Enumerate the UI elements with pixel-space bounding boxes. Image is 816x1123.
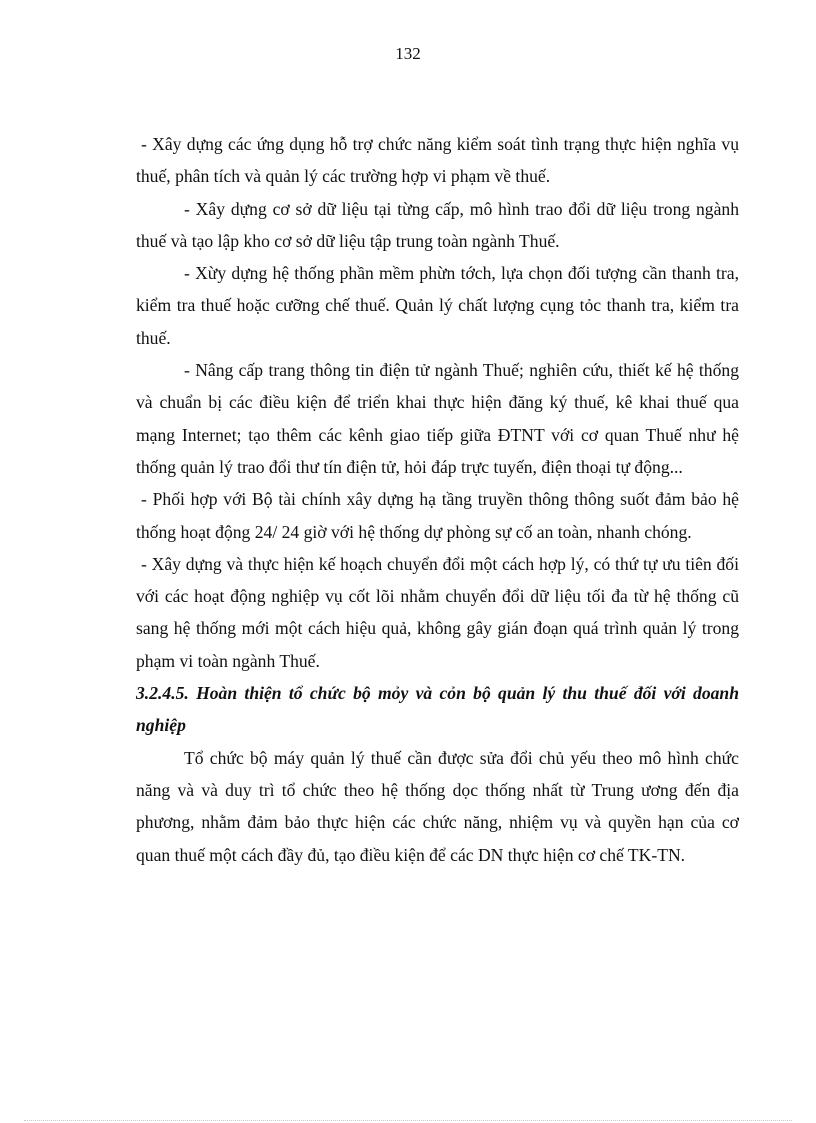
paragraph-organization: Tổ chức bộ máy quản lý thuế cần được sửa đổi chủ yếu theo mô hình chức năng và và duy trì tổ chức theo hệ thống dọc thống nhất từ Trung ương đến địa phương, nhằm đảm bảo thực hiện các chức năng, nhiệm vụ và quyền hạn của cơ quan thuế một cách đầy đủ, tạo điều kiện để các DN thực hiện cơ chế TK-TN. bbox=[136, 747, 739, 865]
section-heading: 3.2.4.5. Hoàn thiện tổ chức bộ mỏy và cỏn bộ quản lý thu thuế đối với doanh nghiệp bbox=[136, 683, 739, 736]
paragraph-database: - Xây dựng cơ sở dữ liệu tại từng cấp, mô hình trao đổi dữ liệu trong ngành thuế và tạo lập kho cơ sở dữ liệu tập trung toàn ngành Thuế. bbox=[136, 198, 739, 251]
paragraph-conversion-plan: - Xây dựng và thực hiện kế hoạch chuyển đổi một cách hợp lý, có thứ tự ưu tiên đối với các hoạt động nghiệp vụ cốt lõi nhằm chuyển đổi dữ liệu tối đa từ hệ thống cũ sang hệ thống mới một cách hiệu quả, không gây gián đoạn quá trình quản lý trong phạm vi toàn ngành Thuế. bbox=[136, 553, 739, 671]
page-number: 132 bbox=[395, 44, 421, 63]
paragraph-analysis-software: - Xừy dựng hệ thống phần mềm phừn tớch, lựa chọn đối tượng cần thanh tra, kiểm tra thuế hoặc cưỡng chế thuế. Quản lý chất lượng cụng tỏc thanh tra, kiểm tra thuế. bbox=[136, 263, 739, 348]
document-body bbox=[136, 128, 739, 871]
paragraph-infrastructure: - Phối hợp với Bộ tài chính xây dựng hạ tầng truyền thông thông suốt đảm bảo hệ thống hoạt động 24/ 24 giờ với hệ thống dự phòng sự cố an toàn, nhanh chóng. bbox=[136, 489, 739, 542]
paragraph-app-support: - Xây dựng các ứng dụng hỗ trợ chức năng kiểm soát tình trạng thực hiện nghĩa vụ thuế, phân tích và quản lý các trường hợp vi phạm về thuế. bbox=[136, 134, 739, 187]
page-bottom-divider bbox=[24, 1120, 792, 1121]
paragraph-web-portal: - Nâng cấp trang thông tin điện tử ngành Thuế; nghiên cứu, thiết kế hệ thống và chuẩn bị các điều kiện để triển khai thực hiện đăng ký thuế, kê khai thuế qua mạng Internet; tạo thêm các kênh giao tiếp giữa ĐTNT với cơ quan Thuế như hệ thống quản lý trao đổi thư tín điện tử, hỏi đáp trực tuyến, điện thoại tự động... bbox=[136, 360, 739, 477]
